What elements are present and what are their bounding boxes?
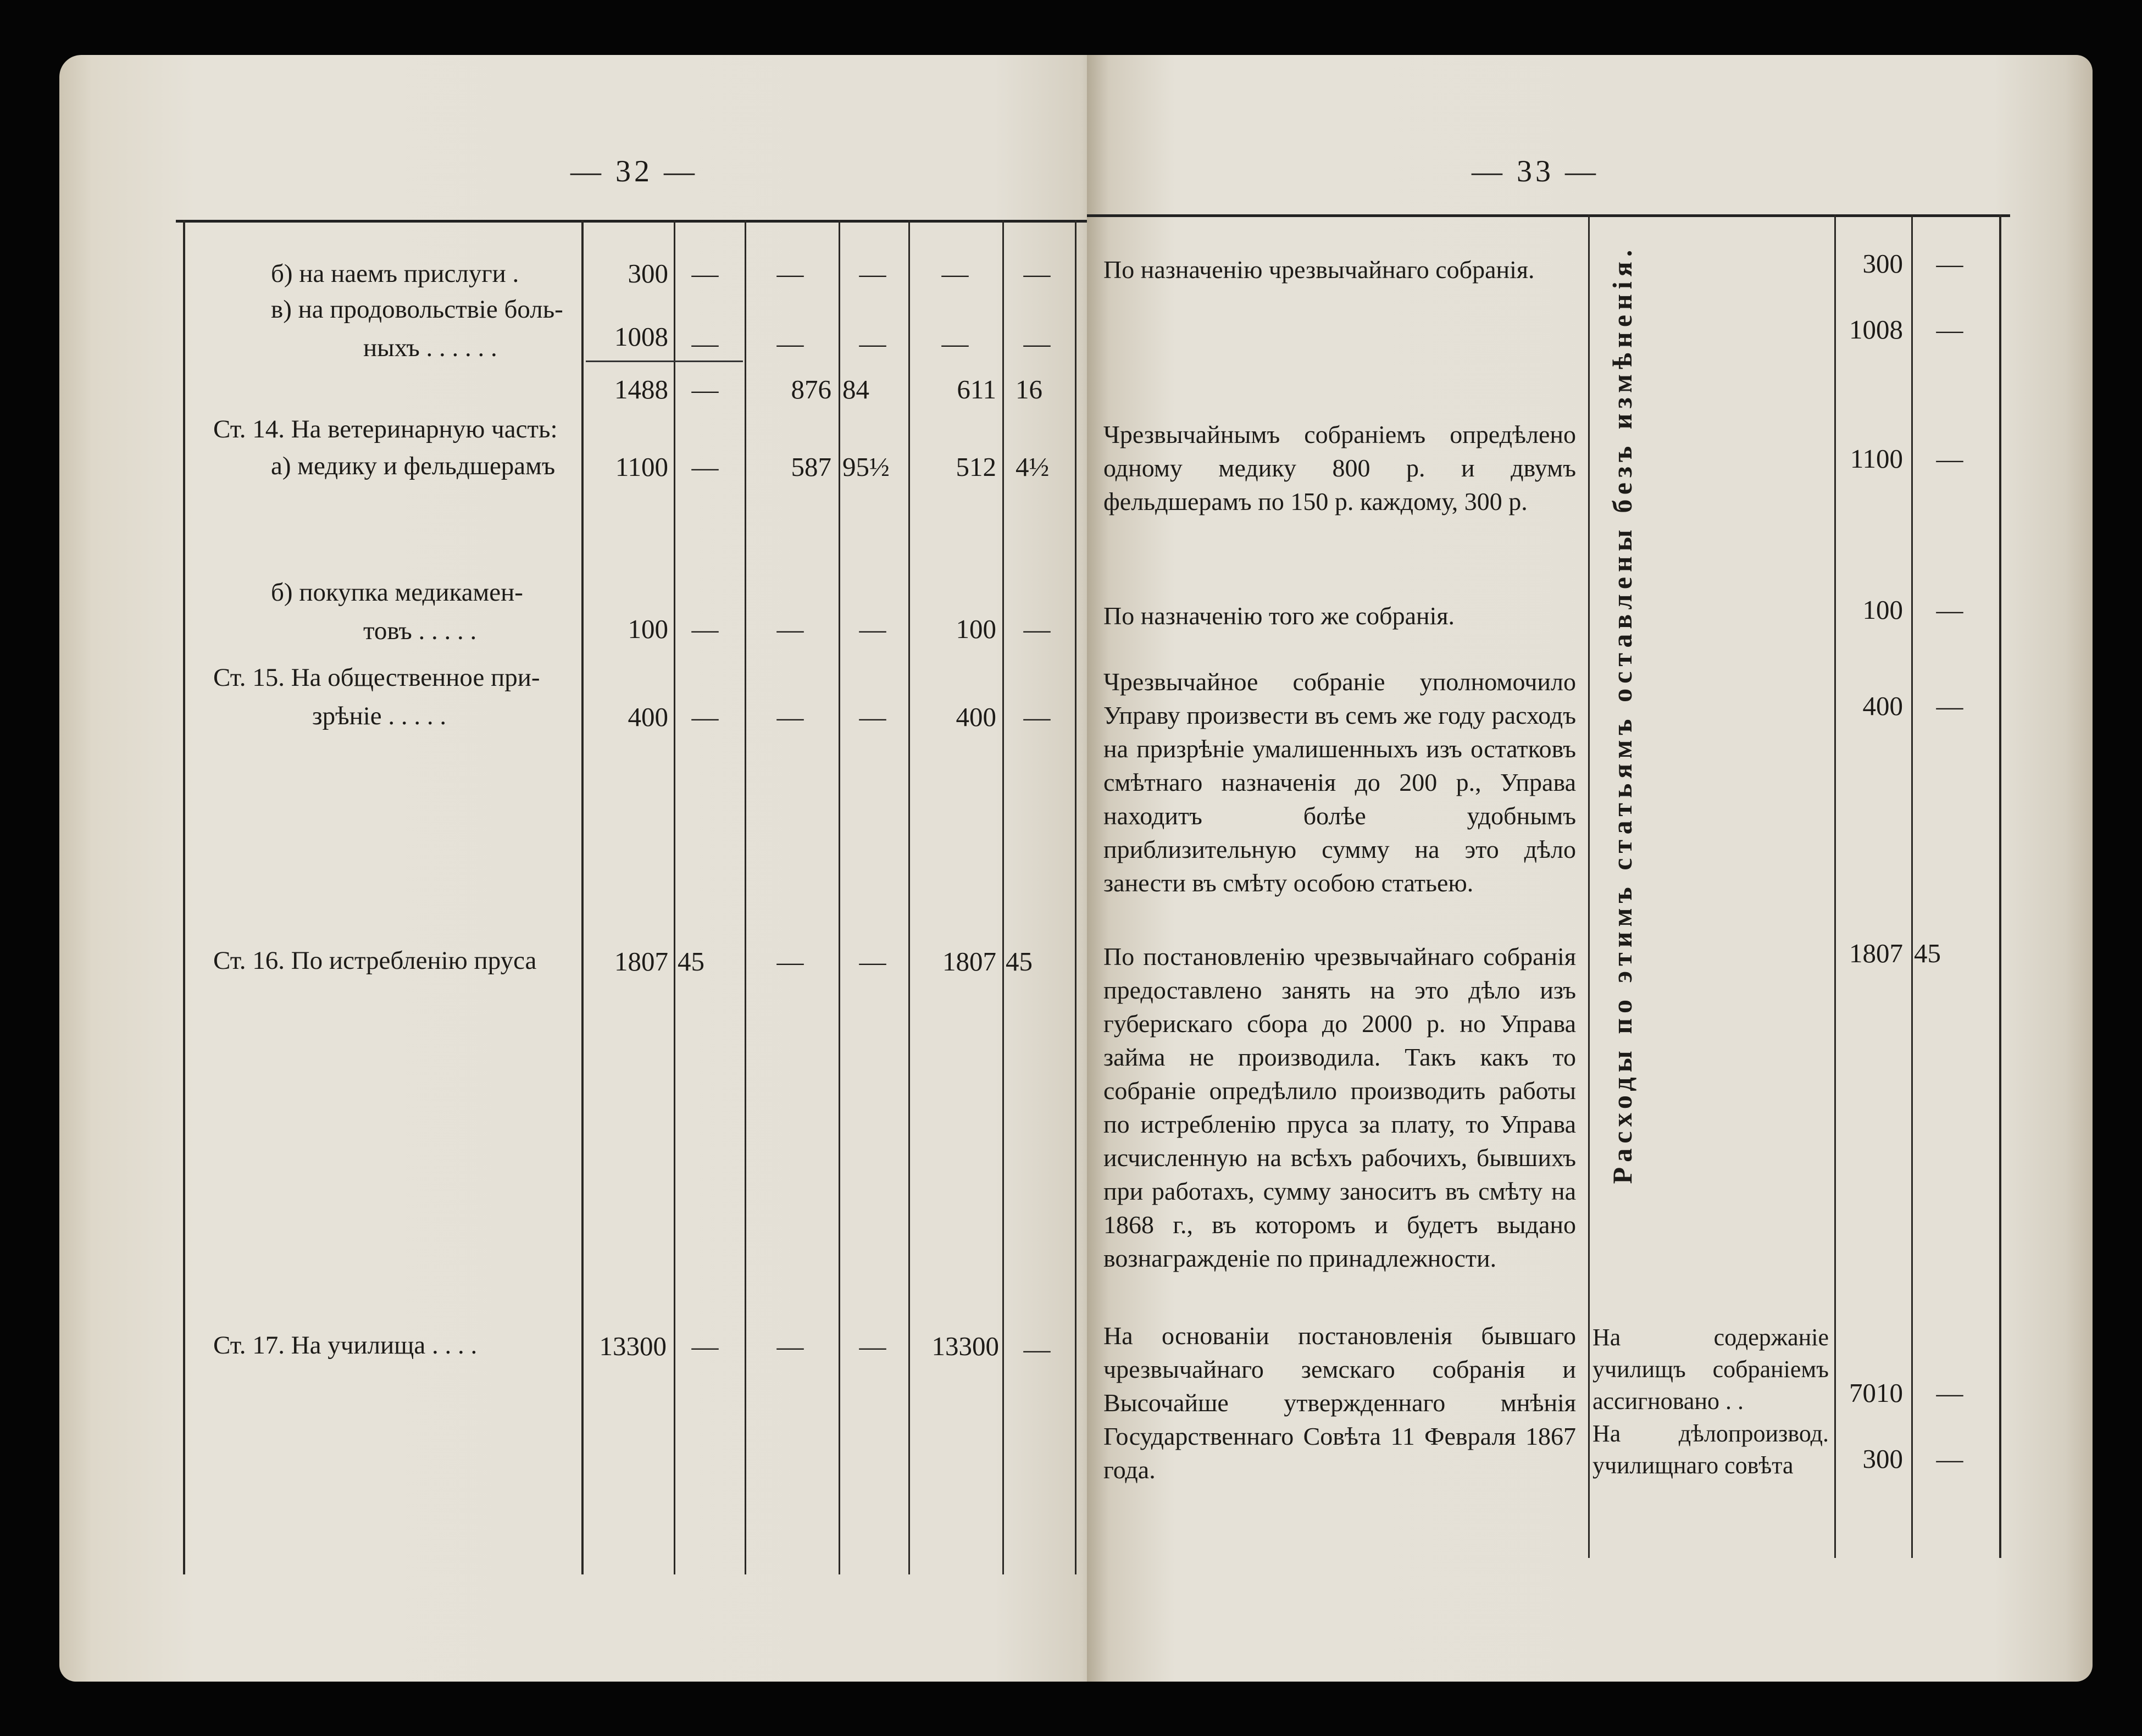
amount-rub: 400 xyxy=(1862,691,1903,721)
amount-kop: — xyxy=(1936,691,1963,721)
left-table-top-rule xyxy=(176,220,1088,223)
left-table-col-rule xyxy=(1075,220,1076,1574)
cell: 16 xyxy=(1015,374,1042,404)
left-table-col-rule xyxy=(908,220,910,1574)
cell: — xyxy=(691,374,719,404)
cell: 84 xyxy=(842,374,869,404)
left-table-col-rule xyxy=(745,220,746,1574)
row-label: в) на продовольствіе боль- xyxy=(271,295,563,324)
cell: — xyxy=(1023,702,1051,732)
amount-rub: 300 xyxy=(1862,248,1903,279)
cell: — xyxy=(859,946,886,977)
amount-kop: — xyxy=(1936,314,1963,345)
cell: — xyxy=(941,328,969,358)
amount-kop: — xyxy=(1936,1444,1963,1474)
note-text: Чрезвычайнымъ собраніемъ опредѣлено одному медику 800 р. и двумъ фельдшерамъ по 150 р. каждому, 300 р. xyxy=(1103,420,1576,515)
left-table-col-rule xyxy=(581,220,584,1574)
row-label: б) на наемъ прислуги . xyxy=(271,259,519,288)
row-label: Ст. 16. По истребленію пруса xyxy=(213,946,537,975)
cell: 587 xyxy=(791,452,831,482)
sum-cell: 1807 xyxy=(614,946,668,977)
row-label: товъ . . . . . xyxy=(363,617,477,645)
cell: — xyxy=(691,1331,719,1361)
right-page xyxy=(1087,55,2093,1682)
note-text: По постановленію чрезвычайнаго собранія предоставлено занять на это дѣло изъ губерискаго сбора до 2000 р. но Управа займа не производила. Такъ какъ то собраніе опредѣлило производить работы по истребленію пруса за плату, то Управа исчисленную на всѣхъ рабочихъ, бывшихъ при работахъ, сумму заноситъ въ смѣту на 1868 г., въ которомъ и будетъ выдано вознагражденіе по принадлежности. xyxy=(1103,942,1576,1272)
cell: — xyxy=(859,702,886,732)
amount-rub: 100 xyxy=(1862,595,1903,625)
cell: 611 xyxy=(957,374,996,404)
right-table-top-rule xyxy=(1087,214,2010,217)
cell: — xyxy=(776,328,804,358)
cell: 45 xyxy=(1006,946,1033,977)
row-label: Ст. 15. На общественное при- xyxy=(213,663,540,692)
school-council-note: На дѣлопроизвод. училищнаго совѣта xyxy=(1592,1420,1829,1479)
open-book xyxy=(59,55,2093,1682)
cell: 512 xyxy=(956,452,996,482)
cell: — xyxy=(776,702,804,732)
note-text: По назначенію того же собранія. xyxy=(1103,602,1455,630)
cell: — xyxy=(776,258,804,289)
amount-rub: 1807 xyxy=(1849,938,1903,968)
cell: 45 xyxy=(678,946,704,977)
amount-kop: — xyxy=(1936,248,1963,279)
cell: 4½ xyxy=(1015,452,1050,482)
cell: — xyxy=(941,258,969,289)
sum-cell: 100 xyxy=(628,614,668,644)
amount-kop: 45 xyxy=(1914,938,1941,968)
right-table-col-rule xyxy=(1588,214,1590,1558)
sum-cell: 300 xyxy=(628,258,668,289)
cell: — xyxy=(776,1331,804,1361)
amount-rub: 1008 xyxy=(1849,314,1903,345)
cell: 13300 xyxy=(931,1331,999,1361)
cell: — xyxy=(691,328,719,358)
left-page xyxy=(59,55,1103,1682)
amount-rub: 300 xyxy=(1862,1444,1903,1474)
cell: — xyxy=(859,258,886,289)
amount-kop: — xyxy=(1936,443,1963,474)
subtotal-rule xyxy=(586,360,743,362)
row-label: Ст. 17. На училища . . . . xyxy=(213,1331,478,1360)
cell: — xyxy=(1023,614,1051,644)
row-label: Ст. 14. На ветеринарную часть: xyxy=(213,415,558,443)
cell: 876 xyxy=(791,374,831,404)
left-table-col-rule xyxy=(674,220,675,1574)
cell: 100 xyxy=(956,614,996,644)
amount-kop: — xyxy=(1936,595,1963,625)
vertical-caption: Расходы по этимъ статьямъ оставлены безъ измѣненія. xyxy=(1607,245,1638,1184)
cell: — xyxy=(1023,258,1051,289)
left-table-col-rule xyxy=(839,220,840,1574)
cell: — xyxy=(691,702,719,732)
left-table-col-rule xyxy=(1002,220,1004,1574)
cell: — xyxy=(1023,328,1051,358)
row-label: зрѣніе . . . . . xyxy=(312,702,447,730)
note-text: Чрезвычайное собраніе уполномочило Управу произвести въ семъ же году расходъ на призрѣніе умалишенныхъ изъ остатковъ смѣтнаго назначенія до 200 р., Управа находитъ болѣе удобнымъ приблизительную сумму на это дѣло занести въ смѣту особою статьею. xyxy=(1103,668,1576,897)
cell: — xyxy=(859,1331,886,1361)
row-label: а) медику и фельдшерамъ xyxy=(271,452,556,480)
amount-rub: 7010 xyxy=(1849,1378,1903,1408)
amount-kop: — xyxy=(1936,1378,1963,1408)
cell: 95½ xyxy=(842,452,890,482)
cell: — xyxy=(691,614,719,644)
note-text: На основаніи постановленія бывшаго чрезвычайнаго земскаго собранія и Высочайше утвержденнаго мнѣнія Государственнаго Совѣта 11 Февраля 1867 года. xyxy=(1103,1322,1576,1484)
sum-cell: 1008 xyxy=(614,321,668,352)
row-label: ныхъ . . . . . . xyxy=(363,334,497,362)
cell: — xyxy=(859,328,886,358)
right-page-number: — 33 — xyxy=(1472,154,1599,188)
row-label: б) покупка медикамен- xyxy=(271,578,523,607)
right-table-edge-rule xyxy=(1999,214,2001,1558)
cell: — xyxy=(859,614,886,644)
sum-cell: 1100 xyxy=(615,452,668,482)
cell: 1807 xyxy=(942,946,996,977)
cell: — xyxy=(691,452,719,482)
cell: — xyxy=(776,614,804,644)
note-text: По назначенію чрезвычайнаго собранія. xyxy=(1103,256,1535,284)
cell: 400 xyxy=(956,702,996,732)
sum-cell: 1488 xyxy=(614,374,668,404)
sum-cell: 13300 xyxy=(599,1331,667,1361)
cell: — xyxy=(776,946,804,977)
amount-rub: 1100 xyxy=(1850,443,1903,474)
cell: — xyxy=(1023,1334,1051,1364)
left-table-edge-rule xyxy=(183,220,185,1574)
left-page-number: — 32 — xyxy=(570,154,698,188)
right-table-col-rule xyxy=(1911,214,1913,1558)
sum-cell: 400 xyxy=(628,702,668,732)
cell: — xyxy=(691,258,719,289)
right-table-col-rule xyxy=(1834,214,1836,1558)
school-note: На содержаніе училищъ собраніемъ ассигновано . . xyxy=(1592,1324,1829,1415)
